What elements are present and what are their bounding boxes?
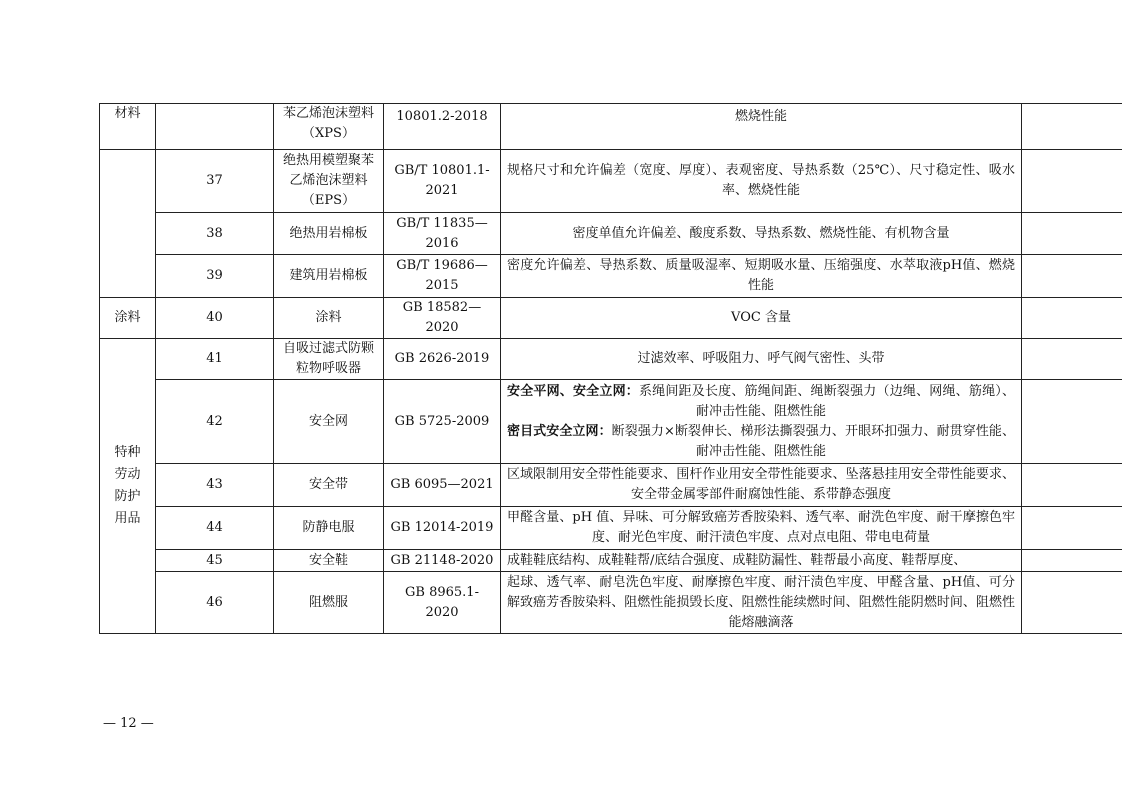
blank-cell — [1022, 464, 1122, 507]
blank-cell — [1022, 339, 1122, 380]
safety-net-group-2 — [507, 422, 1015, 462]
blank-cell — [1022, 572, 1122, 634]
blank-cell — [1022, 104, 1122, 150]
standard-cell: GB 8965.1-2020 — [384, 572, 501, 634]
standard-cell: GB/T 11835—2016 — [384, 213, 501, 255]
number-cell: 46 — [156, 572, 274, 634]
table-row — [100, 150, 1122, 213]
number-cell: 43 — [156, 464, 274, 507]
product-cell: 安全带 — [274, 464, 384, 507]
product-cell: 苯乙烯泡沫塑料（XPS） — [274, 104, 384, 150]
standard-cell: 10801.2-2018 — [384, 104, 501, 150]
table-row — [100, 213, 1122, 255]
number-cell: 40 — [156, 298, 274, 339]
group-text: 断裂强力×断裂伸长、梯形法撕裂强力、开眼环扣强力、耐贯穿性能、耐冲击性能、阻燃性能 — [611, 423, 1015, 459]
product-cell: 涂料 — [274, 298, 384, 339]
standard-cell: GB 21148-2020 — [384, 550, 501, 572]
number-cell: 44 — [156, 507, 274, 550]
category-cell: 特种劳动防护用品 — [100, 339, 156, 634]
product-cell: 建筑用岩棉板 — [274, 255, 384, 298]
number-cell: 38 — [156, 213, 274, 255]
table-row — [100, 572, 1122, 634]
standard-cell: GB 5725-2009 — [384, 380, 501, 464]
group-text: 系绳间距及长度、筋绳间距、绳断裂强力（边绳、网绳、筋绳）、耐冲击性能、阻燃性能 — [638, 383, 1015, 419]
standard-cell: GB/T 10801.1-2021 — [384, 150, 501, 213]
blank-cell — [1022, 213, 1122, 255]
standard-cell: GB 2626-2019 — [384, 339, 501, 380]
table-row — [100, 339, 1122, 380]
blank-cell — [1022, 380, 1122, 464]
page-number: — 12 — — [103, 716, 154, 731]
standard-cell: GB 12014-2019 — [384, 507, 501, 550]
test-items-cell — [501, 380, 1022, 464]
number-cell — [156, 104, 274, 150]
number-cell: 42 — [156, 380, 274, 464]
category-cell: 涂料 — [100, 298, 156, 339]
number-cell: 45 — [156, 550, 274, 572]
standard-cell: GB/T 19686—2015 — [384, 255, 501, 298]
test-items-cell: 成鞋鞋底结构、成鞋鞋帮/底结合强度、成鞋防漏性、鞋帮最小高度、鞋帮厚度、 — [501, 550, 1022, 572]
table-row — [100, 255, 1122, 298]
test-items-cell: VOC 含量 — [501, 298, 1022, 339]
blank-cell — [1022, 550, 1122, 572]
product-cell: 绝热用岩棉板 — [274, 213, 384, 255]
standards-table — [99, 103, 1122, 634]
blank-cell — [1022, 298, 1122, 339]
table-row — [100, 104, 1122, 150]
number-cell: 39 — [156, 255, 274, 298]
blank-cell — [1022, 150, 1122, 213]
category-cell — [100, 150, 156, 298]
product-cell: 安全网 — [274, 380, 384, 464]
table-row — [100, 298, 1122, 339]
test-items-cell: 密度单值允许偏差、酸度系数、导热系数、燃烧性能、有机物含量 — [501, 213, 1022, 255]
product-cell: 防静电服 — [274, 507, 384, 550]
product-cell: 安全鞋 — [274, 550, 384, 572]
test-items-cell: 密度允许偏差、导热系数、质量吸湿率、短期吸水量、压缩强度、水萃取液pH值、燃烧性能 — [501, 255, 1022, 298]
table-row — [100, 507, 1122, 550]
test-items-cell: 规格尺寸和允许偏差（宽度、厚度）、表观密度、导热系数（25℃）、尺寸稳定性、吸水率、燃烧性能 — [501, 150, 1022, 213]
table-row — [100, 550, 1122, 572]
test-items-cell: 区域限制用安全带性能要求、围杆作业用安全带性能要求、坠落悬挂用安全带性能要求、安全带金属零部件耐腐蚀性能、系带静态强度 — [501, 464, 1022, 507]
blank-cell — [1022, 255, 1122, 298]
test-items-cell: 起球、透气率、耐皂洗色牢度、耐摩擦色牢度、耐汗渍色牢度、甲醛含量、pH值、可分解致癌芳香胺染料、阻燃性能损毁长度、阻燃性能续燃时间、阻燃性能阴燃时间、阻燃性能熔融滴落 — [501, 572, 1022, 634]
table-row — [100, 380, 1122, 464]
product-cell: 阻燃服 — [274, 572, 384, 634]
safety-net-group-1 — [507, 382, 1015, 422]
group-label: 安全平网、安全立网： — [507, 383, 639, 399]
group-label: 密目式安全立网： — [507, 423, 612, 439]
number-cell: 37 — [156, 150, 274, 213]
category-cell: 材料 — [100, 104, 156, 150]
blank-cell — [1022, 507, 1122, 550]
test-items-cell: 过滤效率、呼吸阻力、呼气阀气密性、头带 — [501, 339, 1022, 380]
number-cell: 41 — [156, 339, 274, 380]
product-cell: 绝热用模塑聚苯乙烯泡沫塑料（EPS） — [274, 150, 384, 213]
test-items-cell: 甲醛含量、pH 值、异味、可分解致癌芳香胺染料、透气率、耐洗色牢度、耐干摩擦色牢度、耐光色牢度、耐汗渍色牢度、点对点电阻、带电电荷量 — [501, 507, 1022, 550]
test-items-cell: 燃烧性能 — [501, 104, 1022, 150]
product-cell: 自吸过滤式防颗粒物呼吸器 — [274, 339, 384, 380]
standard-cell: GB 18582—2020 — [384, 298, 501, 339]
table-row — [100, 464, 1122, 507]
standard-cell: GB 6095—2021 — [384, 464, 501, 507]
